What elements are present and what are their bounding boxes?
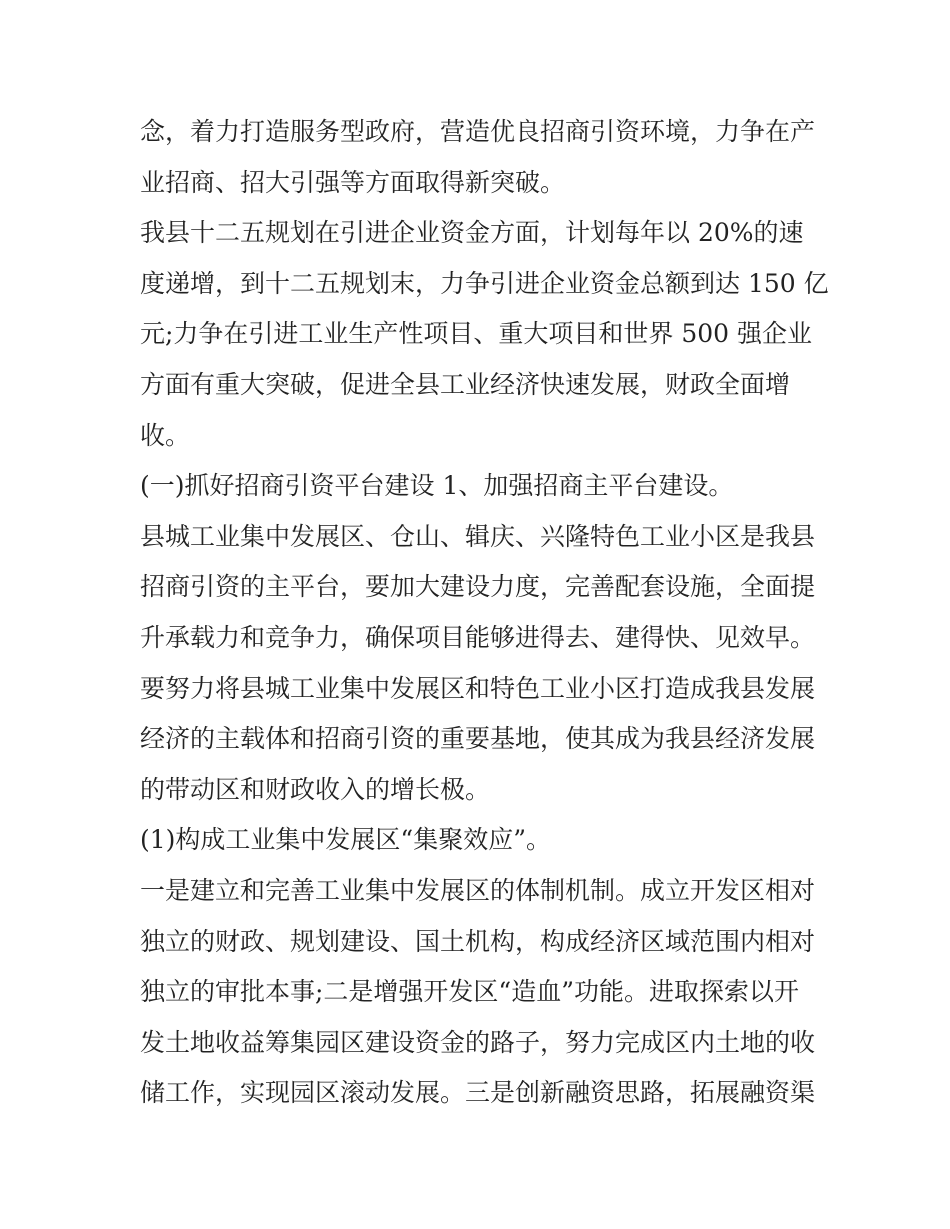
text-line: 独立的财政、规划建设、国土机构，构成经济区域范围内相对 (140, 926, 816, 956)
text-line: 发土地收益筹集园区建设资金的路子，努力完成区内土地的收 (140, 1027, 816, 1057)
text-line: 念，着力打造服务型政府，营造优良招商引资环境，力争在产 (140, 117, 816, 146)
text-line: 度递增，到十二五规划末，力争引进企业资金总额到达 150 亿 (140, 268, 829, 298)
text-line: 我县十二五规划在引进企业资金方面，计划每年以 20%的速 (140, 218, 804, 248)
text-line: 独立的审批本事;二是增强开发区“造血”功能。进取探索以开 (140, 977, 799, 1007)
text-line: 升承载力和竞争力，确保项目能够进得去、建得快、见效早。 (140, 622, 816, 652)
text-line: 招商引资的主平台，要加大建设力度，完善配套设施，全面提 (140, 572, 816, 602)
text-line: 方面有重大突破，促进全县工业经济快速发展，财政全面增 (140, 369, 791, 399)
text-line: 元;力争在引进工业生产性项目、重大项目和世界 500 强企业 (140, 319, 813, 349)
text-line: 储工作，实现园区滚动发展。三是创新融资思路，拓展融资渠 (140, 1078, 816, 1108)
section-heading: (一)抓好招商引资平台建设 1、加强招商主平台建设。 (140, 471, 734, 501)
text-line: 经济的主载体和招商引资的重要基地，使其成为我县经济发展 (140, 724, 816, 754)
body-text (140, 107, 829, 1119)
text-line: 的带动区和财政收入的增长极。 (140, 774, 491, 804)
text-line: 一是建立和完善工业集中发展区的体制机制。成立开发区相对 (140, 875, 816, 905)
subsection-heading: (1)构成工业集中发展区“集聚效应”。 (140, 825, 551, 855)
text-line: 收。 (140, 420, 191, 450)
text-line: 业招商、招大引强等方面取得新突破。 (140, 167, 566, 197)
text-line: 县城工业集中发展区、仓山、辑庆、兴隆特色工业小区是我县 (140, 521, 816, 551)
text-line: 要努力将县城工业集中发展区和特色工业小区打造成我县发展 (140, 673, 816, 703)
